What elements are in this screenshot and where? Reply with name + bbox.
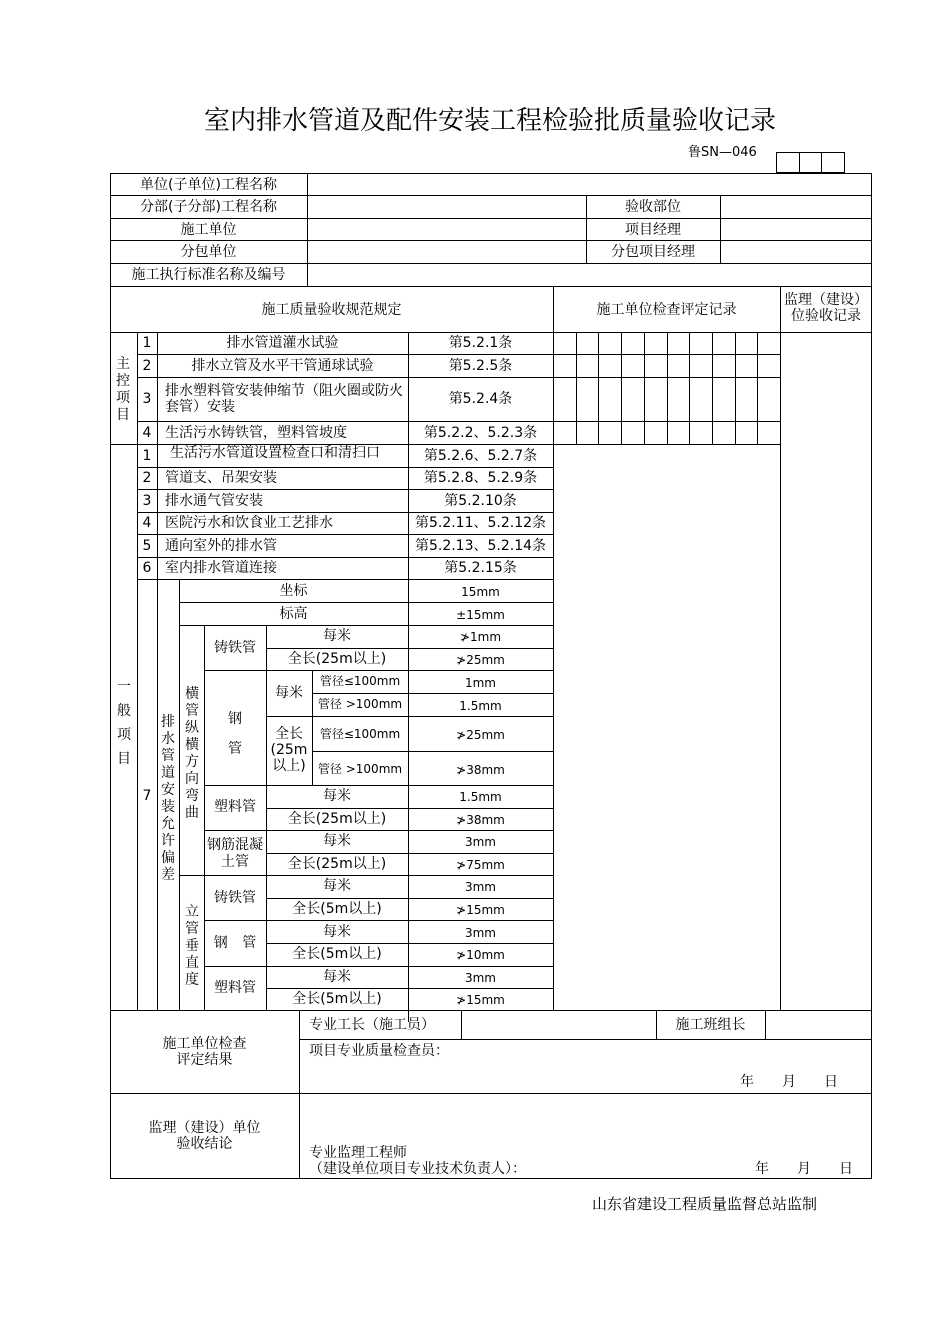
row-no: 3 [142,391,152,407]
clause: 第5.2.4条 [448,391,513,407]
value: ≯38mm [456,763,505,777]
value: 1mm [464,676,496,690]
row-no: 1 [142,335,152,351]
diameter-label: 管径 >100mm [317,762,403,776]
foreman-label: 专业工长（施工员） [309,1017,435,1033]
row-no: 3 [142,493,152,509]
inspector-label: 项目专业质量检查员： [309,1043,449,1059]
per-meter-label: 每米 [323,788,351,804]
value: 3mm [464,835,496,849]
full-length-label: 全长(25m以上) [287,811,387,827]
full-length-label: 全长(5m以上) [292,946,382,962]
accept-part-label: 验收部位 [625,199,681,215]
clause: 第5.2.10条 [444,493,517,509]
per-meter-label: 每米 [323,924,351,940]
form-code: 鲁SN—046 [688,145,757,160]
row-no: 6 [142,560,152,576]
construction-unit-label: 施工单位 [180,222,237,238]
value: 3mm [464,926,496,940]
vertical-group: 立管垂直度 [185,904,199,988]
clause: 第5.2.1条 [448,335,513,351]
clause: 第5.2.15条 [444,560,517,576]
full-length-label: 全长(25m以上) [287,856,387,872]
row-no: 4 [142,515,152,531]
diameter-label: 管径 >100mm [317,697,403,711]
item-name: 排水通气管安装 [165,493,263,509]
plastic-label: 塑料管 [214,980,256,996]
item7-group: 排水管道安装允许偏差 [161,714,175,883]
row-no: 2 [142,470,152,486]
supervision-conclusion-label: 监理（建设）单位 验收结论 [148,1120,261,1152]
clause: 第5.2.5条 [448,358,513,374]
subcontract-unit-label: 分包单位 [180,244,237,260]
item-name: 生活污水管道设置检查口和清扫口 [170,445,380,461]
item-name: 排水立管及水平干管通球试验 [191,358,374,374]
clause: 第5.2.6、5.2.7条 [423,448,538,464]
full-length-label: 全长(5m以上) [292,991,382,1007]
date-label: 年 月 日 [740,1074,838,1090]
general-items-group: 一般项目 [117,679,131,767]
diameter-label: 管径≤100mm [319,727,401,741]
code-box[interactable] [776,152,800,173]
value: ≯10mm [456,948,505,962]
check-column-header: 施工单位检查评定记录 [596,302,737,318]
elev-value: ±15mm [456,608,505,622]
per-meter-label: 每米 [323,628,351,644]
concrete-label: 钢筋混凝土管 [207,837,263,870]
value: 1.5mm [459,699,502,713]
spec-column-header: 施工质量验收规范规定 [261,302,402,318]
full-length-label: 全长(25m以上) [270,726,308,774]
item-name: 医院污水和饮食业工艺排水 [165,515,333,531]
coord-value: 15mm [461,585,500,599]
item-name: 室内排水管道连接 [165,560,277,576]
row-no: 1 [142,448,152,464]
construction-result-label: 施工单位检查 评定结果 [162,1036,247,1068]
value: ≯38mm [456,813,505,827]
unit-project-label: 单位(子单位)工程名称 [140,177,277,193]
item-name: 管道支、吊架安装 [165,470,277,486]
clause: 第5.2.8、5.2.9条 [423,470,538,486]
full-length-label: 全长(5m以上) [292,901,382,917]
value: 3mm [464,880,496,894]
item-name: 生活污水铸铁管，塑料管坡度 [165,425,347,441]
organization-label: 山东省建设工程质量监督总站监制 [592,1195,818,1213]
clause: 第5.2.2、5.2.3条 [423,425,538,441]
per-meter-label: 每米 [323,969,351,985]
value: ≯15mm [456,903,505,917]
item-name: 排水管道灌水试验 [226,335,339,351]
standard-label: 施工执行标准名称及编号 [131,267,286,283]
row-no: 4 [142,425,152,441]
date-label: 年 月 日 [755,1161,853,1177]
row-no: 5 [142,538,152,554]
team-leader-label: 施工班组长 [675,1017,746,1033]
row-no: 7 [142,788,152,804]
cast-iron-label: 铸铁管 [214,890,256,906]
item-name: 通向室外的排水管 [165,538,277,554]
main-items-group: 主控项目 [116,356,130,423]
supervision-column-header: 监理（建设） 位验收记录 [784,292,868,324]
steel-label: 钢 管 [228,711,242,757]
project-manager-label: 项目经理 [625,222,681,238]
value: ≯25mm [456,728,505,742]
value: ≯15mm [456,993,505,1007]
row-no: 2 [142,358,152,374]
value: ≯1mm [459,630,502,644]
value: 1.5mm [459,790,502,804]
code-box[interactable] [821,152,845,173]
steel-label: 钢 管 [213,935,257,951]
engineer-label: 专业监理工程师 [309,1145,407,1161]
value: ≯25mm [456,653,505,667]
clause: 第5.2.13、5.2.14条 [414,538,547,554]
clause: 第5.2.11、5.2.12条 [414,515,547,531]
engineer-sub-label: （建设单位项目专业技术负责人）： [309,1161,526,1177]
full-length-label: 全长(25m以上) [287,651,387,667]
item-name: 排水塑料管安装伸缩节（阻火圈或防火套管）安装 [165,383,403,415]
sub-manager-label: 分包项目经理 [611,244,695,260]
per-meter-label: 每米 [323,878,351,894]
division-project-label: 分部(子分部)工程名称 [140,199,277,215]
elev-label: 标高 [279,606,308,622]
page-title: 室内排水管道及配件安装工程检验批质量验收记录 [203,106,776,136]
diameter-label: 管径≤100mm [319,674,401,688]
cast-iron-label: 铸铁管 [214,640,256,656]
code-box[interactable] [799,152,822,173]
plastic-label: 塑料管 [214,799,256,815]
per-meter-label: 每米 [323,833,351,849]
value: 3mm [464,971,496,985]
horizontal-group: 横管纵横方向弯曲 [185,686,199,821]
value: ≯75mm [456,858,505,872]
coord-label: 坐标 [279,583,308,599]
per-meter-label: 每米 [275,685,303,701]
